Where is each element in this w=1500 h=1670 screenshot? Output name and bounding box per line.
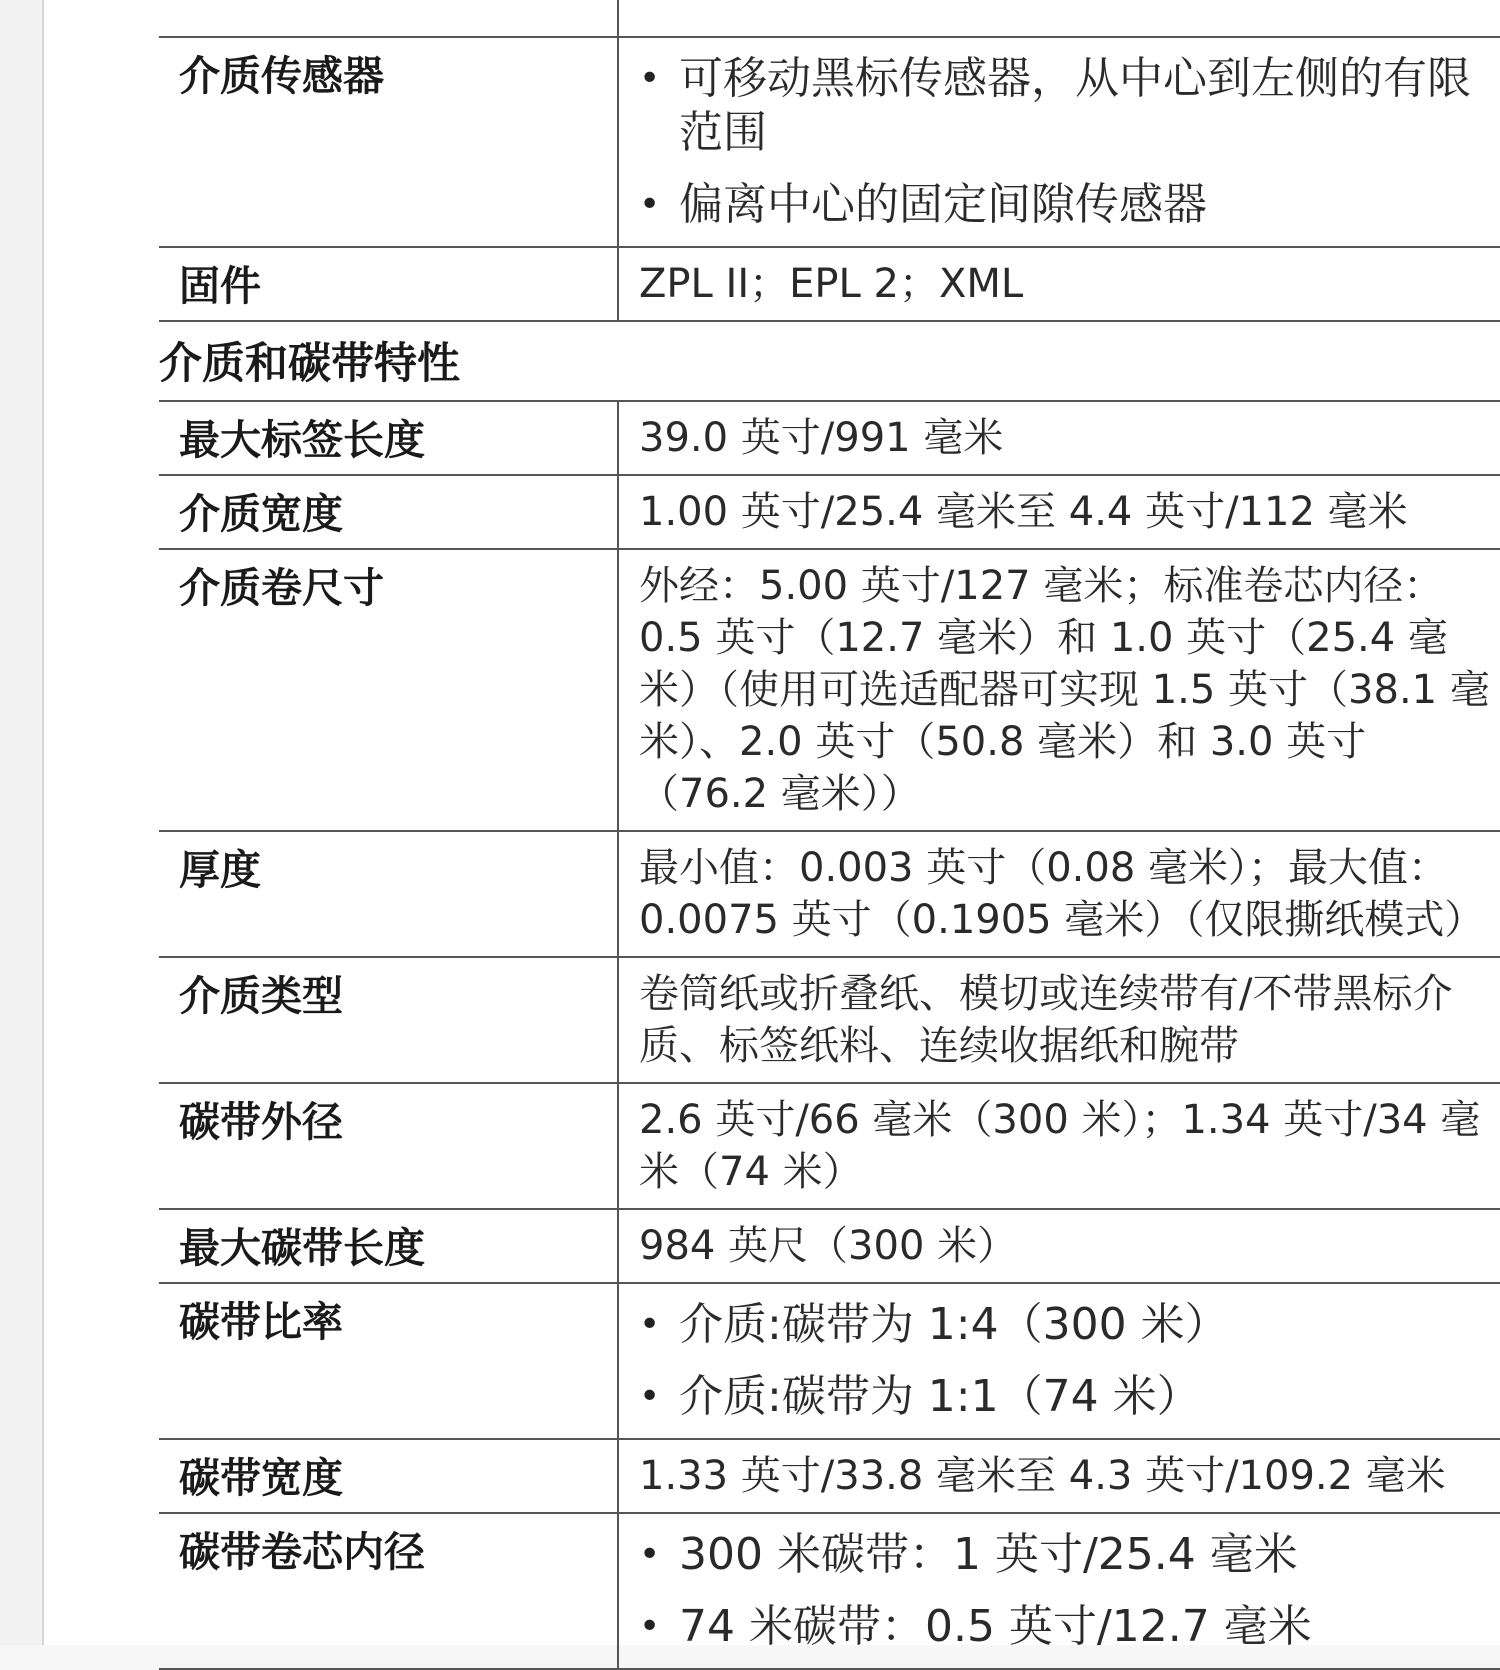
section-header-row (159, 321, 1500, 401)
row-value: ZPL II；EPL 2；XML (618, 247, 1500, 321)
spec-page (44, 0, 1500, 1652)
row-value: 卷筒纸或折叠纸、模切或连续带有/不带黑标介质、标签纸料、连续收据纸和腕带 (618, 957, 1500, 1083)
table-row (159, 957, 1500, 1083)
row-value: 外经：5.00 英寸/127 毫米；标准卷芯内径：0.5 英寸（12.7 毫米）和 1.0 英寸（25.4 毫米）（使用可选适配器可实现 1.5 英寸（38.1 毫米）、2.0 英寸（50.8 毫米）和 3.0 英寸（76.2 毫米）） (618, 549, 1500, 831)
row-label: 碳带宽度 (159, 1439, 618, 1513)
table-row (159, 831, 1500, 957)
spec-table (159, 0, 1500, 1670)
row-value (618, 0, 1500, 37)
table-row (159, 0, 1500, 37)
bullet-item: • 可移动黑标传感器，从中心到左侧的有限范围 (639, 52, 1491, 160)
row-value (618, 37, 1500, 247)
row-label: 介质类型 (159, 957, 618, 1083)
table-row (159, 1439, 1500, 1513)
row-label: 最大碳带长度 (159, 1209, 618, 1283)
table-row (159, 549, 1500, 831)
row-value: 1.00 英寸/25.4 毫米至 4.4 英寸/112 毫米 (618, 475, 1500, 549)
bullet-item: • 介质:碳带为 1:4（300 米） (639, 1298, 1491, 1352)
bullet-item: • 偏离中心的固定间隙传感器 (639, 178, 1491, 232)
row-label: 介质宽度 (159, 475, 618, 549)
row-value: 最小值：0.003 英寸（0.08 毫米）；最大值：0.0075 英寸（0.1905 毫米）（仅限撕纸模式） (618, 831, 1500, 957)
row-value: 39.0 英寸/991 毫米 (618, 401, 1500, 475)
row-value: 984 英尺（300 米） (618, 1209, 1500, 1283)
row-label: 最大标签长度 (159, 401, 618, 475)
section-title: 介质和碳带特性 (159, 321, 1500, 401)
row-label: 碳带卷芯内径 (159, 1513, 618, 1669)
row-label (159, 0, 618, 37)
row-label: 介质传感器 (159, 37, 618, 247)
table-row (159, 37, 1500, 247)
bullet-list (639, 1528, 1491, 1654)
row-label: 固件 (159, 247, 618, 321)
bullet-item: • 介质:碳带为 1:1（74 米） (639, 1370, 1491, 1424)
bullet-list (639, 52, 1491, 232)
row-label: 碳带比率 (159, 1283, 618, 1439)
bullet-list (639, 1298, 1491, 1424)
table-row (159, 1283, 1500, 1439)
row-label: 厚度 (159, 831, 618, 957)
bullet-item: • 74 米碳带：0.5 英寸/12.7 毫米 (639, 1600, 1491, 1654)
row-value: 1.33 英寸/33.8 毫米至 4.3 英寸/109.2 毫米 (618, 1439, 1500, 1513)
page-gutter (0, 0, 44, 1645)
bullet-item: • 300 米碳带：1 英寸/25.4 毫米 (639, 1528, 1491, 1582)
table-row (159, 1209, 1500, 1283)
row-label: 碳带外径 (159, 1083, 618, 1209)
table-row (159, 247, 1500, 321)
table-row (159, 475, 1500, 549)
table-row (159, 401, 1500, 475)
table-row (159, 1513, 1500, 1669)
table-row (159, 1083, 1500, 1209)
row-value (618, 1283, 1500, 1439)
row-label: 介质卷尺寸 (159, 549, 618, 831)
row-value: 2.6 英寸/66 毫米（300 米）；1.34 英寸/34 毫米（74 米） (618, 1083, 1500, 1209)
row-value (618, 1513, 1500, 1669)
